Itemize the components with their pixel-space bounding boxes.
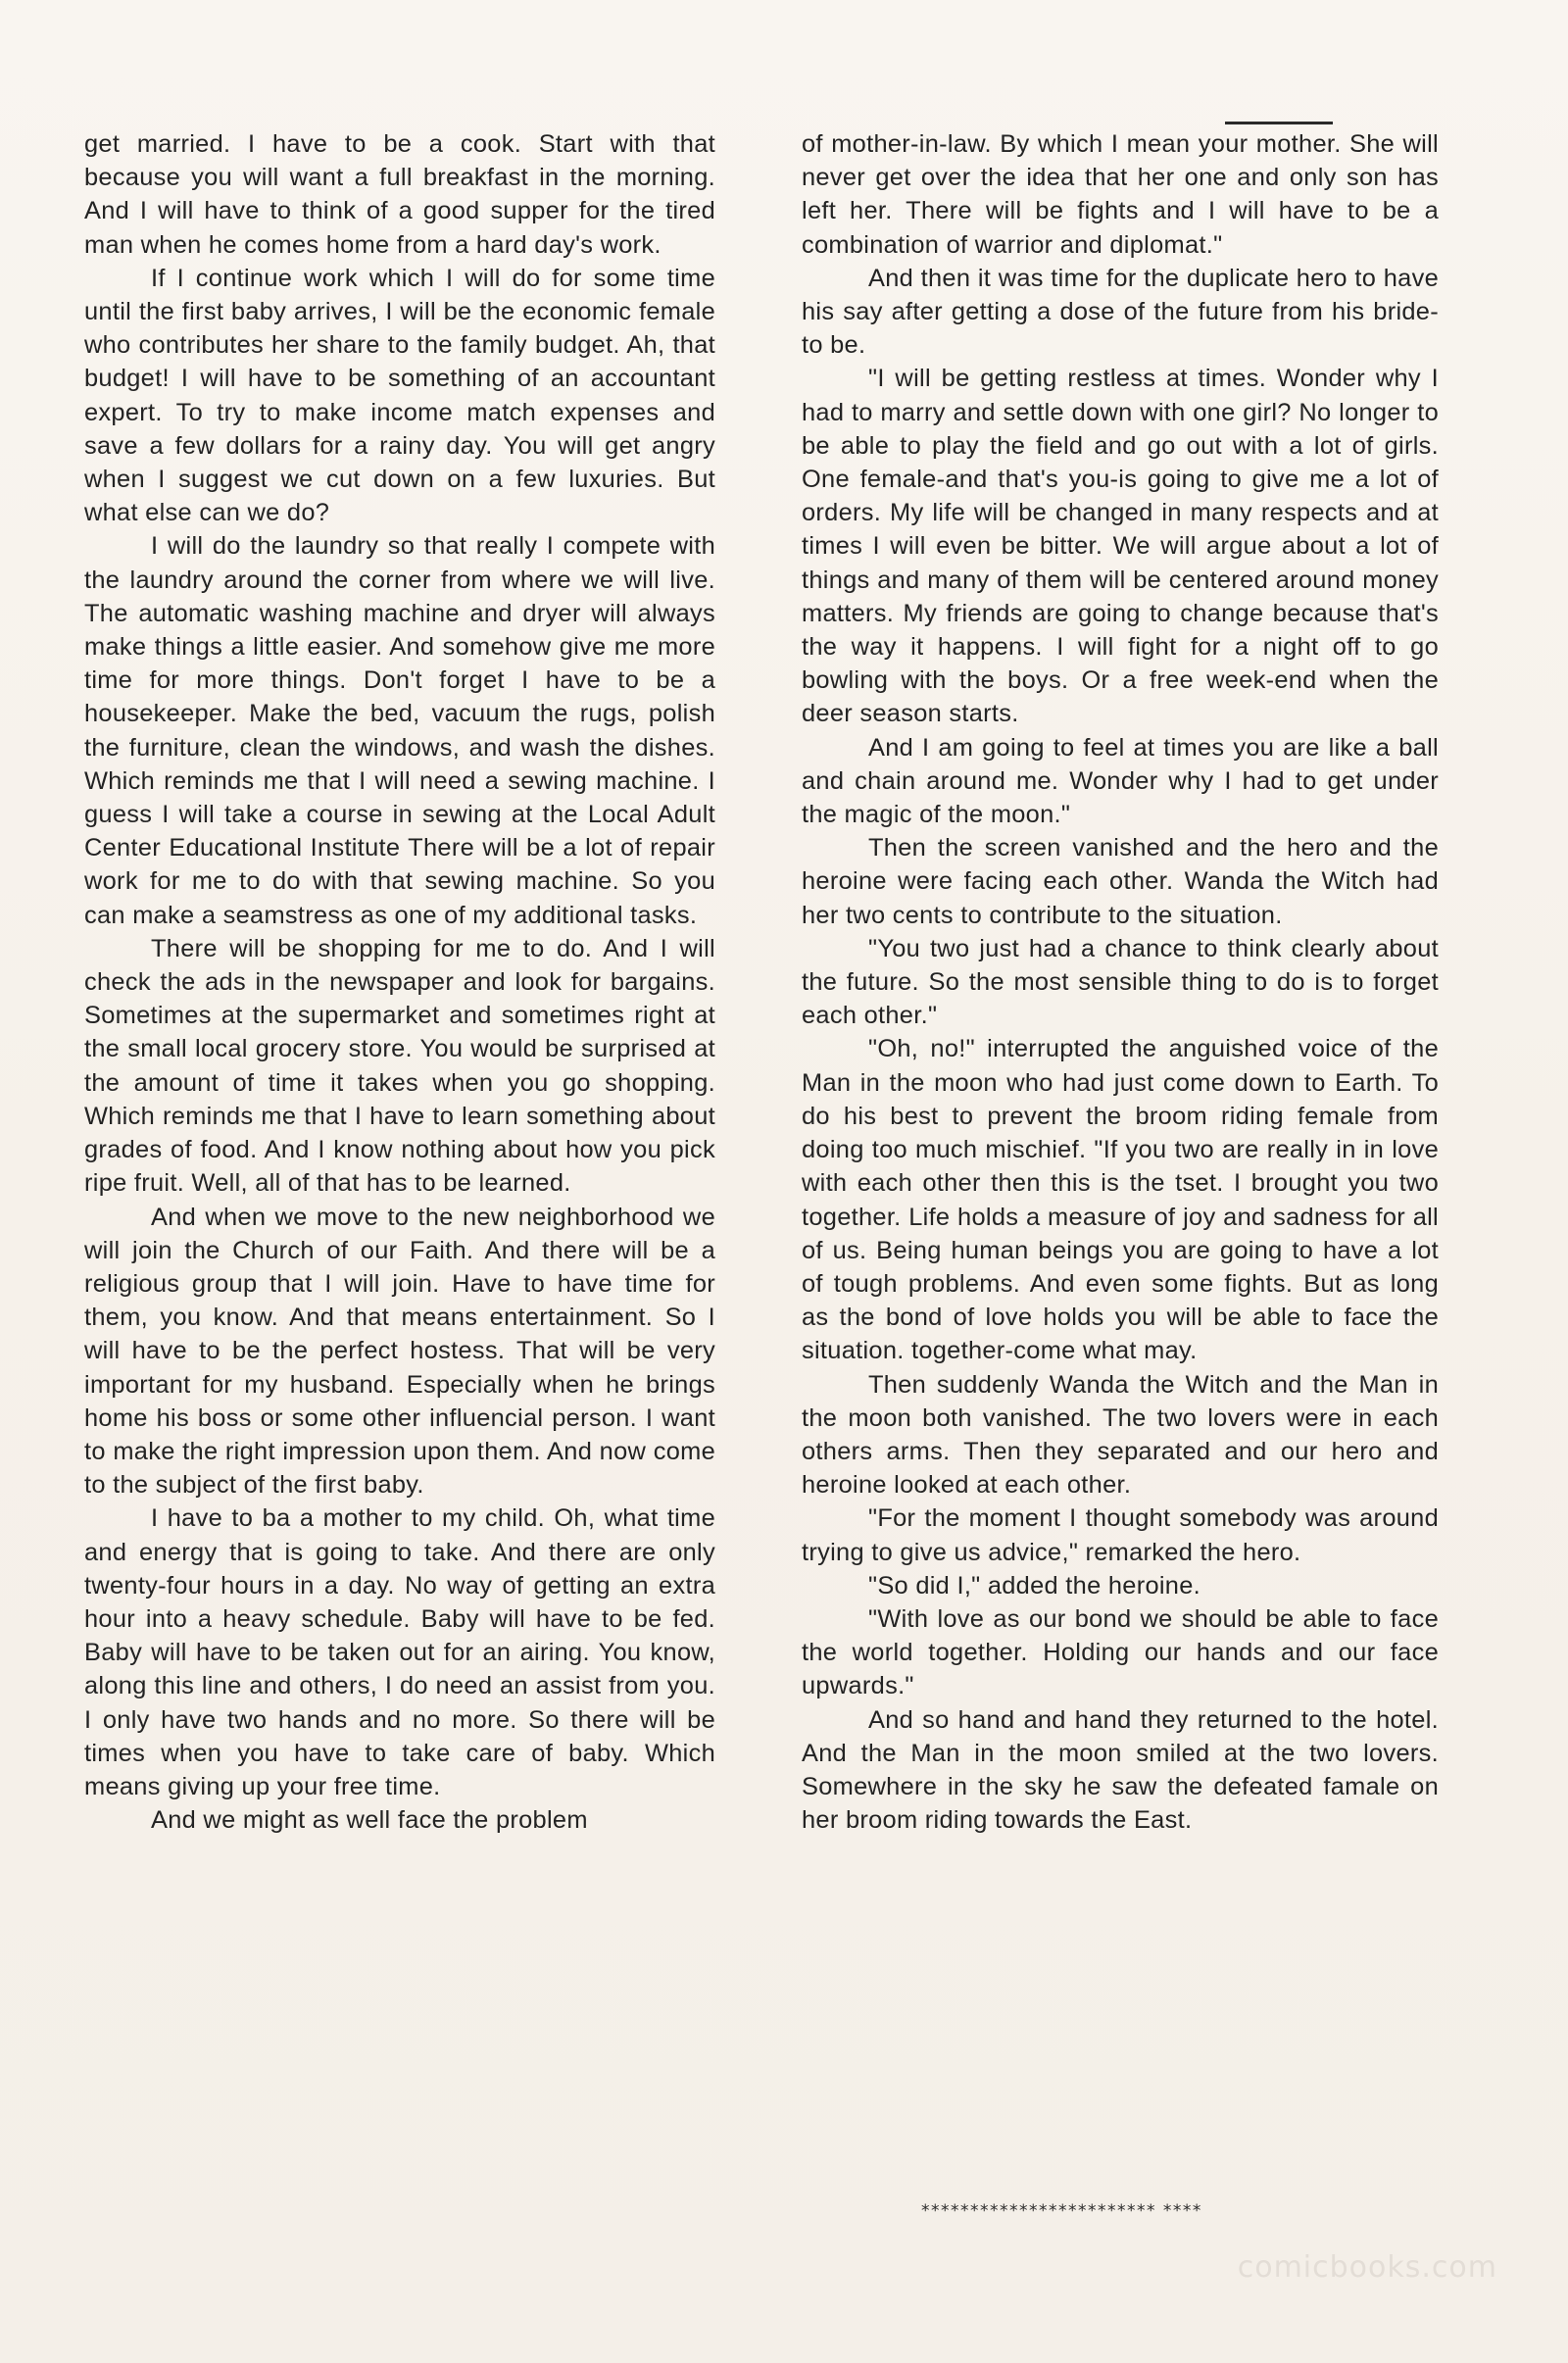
end-of-story-asterisks: ************************ **** [921,2201,1202,2221]
paragraph: And when we move to the new neighborhood we will join the Church of our Faith. And there will be a religious group that I will join. Have to have time for them, you know. And that means entertainment. So I will have to be the perfect hostess. That will be very important for my husband. Especially when he brings home his boss or some other influencial person. I want to make the right impression upon them. And now come to the subject of the first baby. [84,1203,715,1500]
right-text-column [802,127,1439,1837]
paragraph: And we might as well face the problem [151,1806,588,1835]
paragraph: "With love as our bond we should be able to face the world together. Holding our hands and our face upwards." [802,1604,1439,1700]
paragraph: "So did I," added the heroine. [868,1571,1201,1600]
paragraph: If I continue work which I will do for some time until the first baby arrives, I will be the economic female who contributes her share to the family budget. Ah, that budget! I will have to be something of an accountant expert. To try to make income match expenses and save a few dollars for a rainy day. You will get angry when I suggest we cut down on a few luxuries. But what else can we do? [84,264,715,527]
paragraph: "You two just had a chance to think clearly about the future. So the most sensible thing to do is to forget each other." [802,934,1439,1030]
top-rule [1225,122,1333,124]
paragraph: of mother-in-law. By which I mean your mother. She will never get over the idea that her one and only son has left her. There will be fights and I will have to be a combination of warrior and diplomat." [802,130,1439,259]
paragraph: "For the moment I thought somebody was around trying to give us advice," remarked the hero. [802,1504,1439,1566]
paragraph: Then the screen vanished and the hero and the heroine were facing each other. Wanda the Witch had her two cents to contribute to the situation. [802,834,1439,929]
paragraph: Then suddenly Wanda the Witch and the Man in the moon both vanished. The two lovers were in each others arms. Then they separated and our hero and heroine looked at each other. [802,1370,1439,1500]
paragraph: And so hand and hand they returned to the hotel. And the Man in the moon smiled at the two lovers. Somewhere in the sky he saw the defeated famale on her broom riding towards the East. [802,1705,1439,1835]
paragraph: I have to ba a mother to my child. Oh, what time and energy that is going to take. And there are only twenty-four hours in a day. No way of getting an extra hour into a heavy schedule. Baby will have to be fed. Baby will have to be taken out for an airing. You know, along this line and others, I do need an assist from you. I only have two hands and no more. So there will be times when you have to take care of baby. Which means giving up your free time. [84,1504,715,1800]
paragraph: I will do the laundry so that really I compete with the laundry around the corner from where we will live. The automatic washing machine and dryer will always make things a little easier. And somehow give me more time for more things. Don't forget I have to be a housekeeper. Make the bed, vacuum the rugs, polish the furniture, clean the windows, and wash the dishes. Which reminds me that I will need a sewing machine. I guess I will take a course in sewing at the Local Adult Center Educational Institute There will be a lot of repair work for me to do with that sewing machine. So you can make a seamstress as one of my additional tasks. [84,532,715,929]
paragraph: get married. I have to be a cook. Start with that because you will want a full breakfast in the morning. And I will have to think of a good supper for the tired man when he comes home from a hard day's work. [84,130,715,259]
paragraph: And I am going to feel at times you are like a ball and chain around me. Wonder why I had to get under the magic of the moon." [802,733,1439,829]
watermark: comicbooks.com [1237,2250,1497,2285]
paragraph: There will be shopping for me to do. And I will check the ads in the newspaper and look for bargains. Sometimes at the supermarket and sometimes right at the small local grocery store. You would be surprised at the amount of time it takes when you go shopping. Which reminds me that I have to learn something about grades of food. And I know nothing about how you pick ripe fruit. Well, all of that has to be learned. [84,934,715,1198]
paragraph: "Oh, no!" interrupted the anguished voice of the Man in the moon who had just come down to Earth. To do his best to prevent the broom riding female from doing too much mischief. "If you two are really in in love with each other then this is the tset. I brought you two together. Life holds a measure of joy and sadness for all of us. Being human beings you are going to have a lot of tough problems. And even some fights. But as long as the bond of love holds you will be able to face the situation. together-come what may. [802,1035,1439,1365]
paragraph: "I will be getting restless at times. Wonder why I had to marry and settle down with one girl? No longer to be able to play the field and go out with a lot of girls. One female-and that's you-is going to give me a lot of orders. My life will be changed in many respects and at times I will even be bitter. We will argue about a lot of things and many of them will be centered around money matters. My friends are going to change because that's the way it happens. I will fight for a night off to go bowling with the boys. Or a free week-end when the deer season starts. [802,365,1439,728]
paragraph: And then it was time for the duplicate hero to have his say after getting a dose of the future from his bride-to be. [802,264,1439,360]
left-text-column [84,127,715,1837]
